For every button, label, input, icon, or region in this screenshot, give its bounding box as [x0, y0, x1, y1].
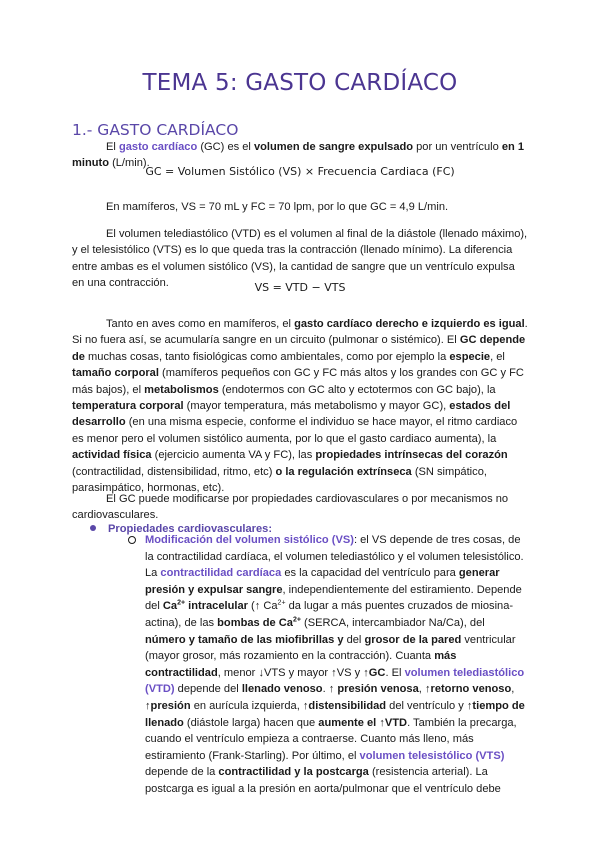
formula-gc: GC = Volumen Sistólico (VS) × Frecuencia Cardiaca (FC) — [145, 165, 455, 178]
paragraph-factors: Tanto en aves como en mamíferos, el gasto cardíaco derecho e izquierdo es igual. Si no fuera así, se acumularía sangre en un circuito (pulmonar o sistémico). El GC depende de muchas cosas, tanto fisiológicas como ambientales, como por ejemplo la especie, el tamaño corporal (mamíferos pequeños con GC y FC más altos y los grandes con GC y FC más bajos), el metabolismos (endotermos con GC alto y ectotermos con GC bajo), la temperatura corporal (mayor temperatura, más metabolismo y mayor GC), estados del desarrollo (en una misma especie, conforme el individuo se hace mayor, el ritmo cardiaco es menor pero el volumen sistólico aumenta, por lo que el gasto cardiaco aumenta), la actividad física (ejercicio aumenta VA y FC), las propiedades intrínsecas del corazón (contractilidad, distensibilidad, ritmo, etc) o la regulación extrínseca (SN simpático, parasimpático, hormonas, etc). — [72, 318, 528, 495]
sub-bullet-text: Modificación del volumen sistólico (VS): el VS depende de tres cosas, de la contractilidad cardíaca, el volumen telediastólico y el volumen telesistólico. La contractilidad cardíaca es la capacidad del ventrículo para generar presión y expulsar sangre, independientemente del estiramiento. Depende del $Ca^{2+}$ intracelular (↑ $Ca^{2+}$ da lugar a más puentes cruzados de miosina-actina), de las bombas de $Ca^{2+}$ (SERCA, intercambiador Na/Ca), del número y tamaño de las miofibrillas y del grosor de la pared ventricular (mayor grosor, más rozamiento en la contracción). Cuanta más contractilidad, menor ↓VTS y mayor ↑VS y ↑GC. El volumen telediastólico (VTD) depende del llenado venoso. ↑ presión venosa, ↑retorno venoso, ↑presión en aurícula izquierda, ↑distensibilidad del ventrículo y ↑tiempo de llenado (diástole larga) hacen que aumente el ↑VTD. También la precarga, cuando el ventrículo empieza a contraerse. Cuanto más lleno, más estiramiento (Frank-Starling). Por último, el volumen telesistólico (VTS) depende de la contractilidad y la postcarga (resistencia arterial). La postcarga es igual a la presión en aorta/pulmonar que el ventrículo debe — [145, 534, 525, 795]
paragraph-definition: El gasto cardíaco (GC) es el volumen de sangre expulsado por un ventrículo en 1 minuto (L/min). — [72, 141, 525, 170]
bullet-item: Propiedades cardiovasculares: — [90, 523, 272, 535]
paragraph-modification: El GC puede modificarse por propiedades cardiovasculares o por mecanismos no cardiovasculares. — [72, 493, 509, 522]
bullet-dot-icon — [90, 525, 96, 531]
paragraph-volumes: El volumen telediastólico (VTD) es el volumen al final de la diástole (llenado máximo), y el telesistólico (VTS) es lo que queda tras la contracción (llenado mínimo). La diferencia entre ambas es el volumen sistólico (VS), la cantidad de sangre que un ventrículo expulsa en una contracción. — [72, 228, 528, 290]
paragraph-example: En mamíferos, VS = 70 mL y FC = 70 lpm, por lo que GC = 4,9 L/min. — [106, 201, 449, 213]
formula-vs: VS = VTD − VTS — [254, 281, 346, 294]
sub-bullet-circle-icon — [128, 536, 136, 544]
page-title: TEMA 5: GASTO CARDÍACO — [142, 70, 458, 96]
section-heading: 1.- GASTO CARDÍACO — [72, 121, 239, 139]
